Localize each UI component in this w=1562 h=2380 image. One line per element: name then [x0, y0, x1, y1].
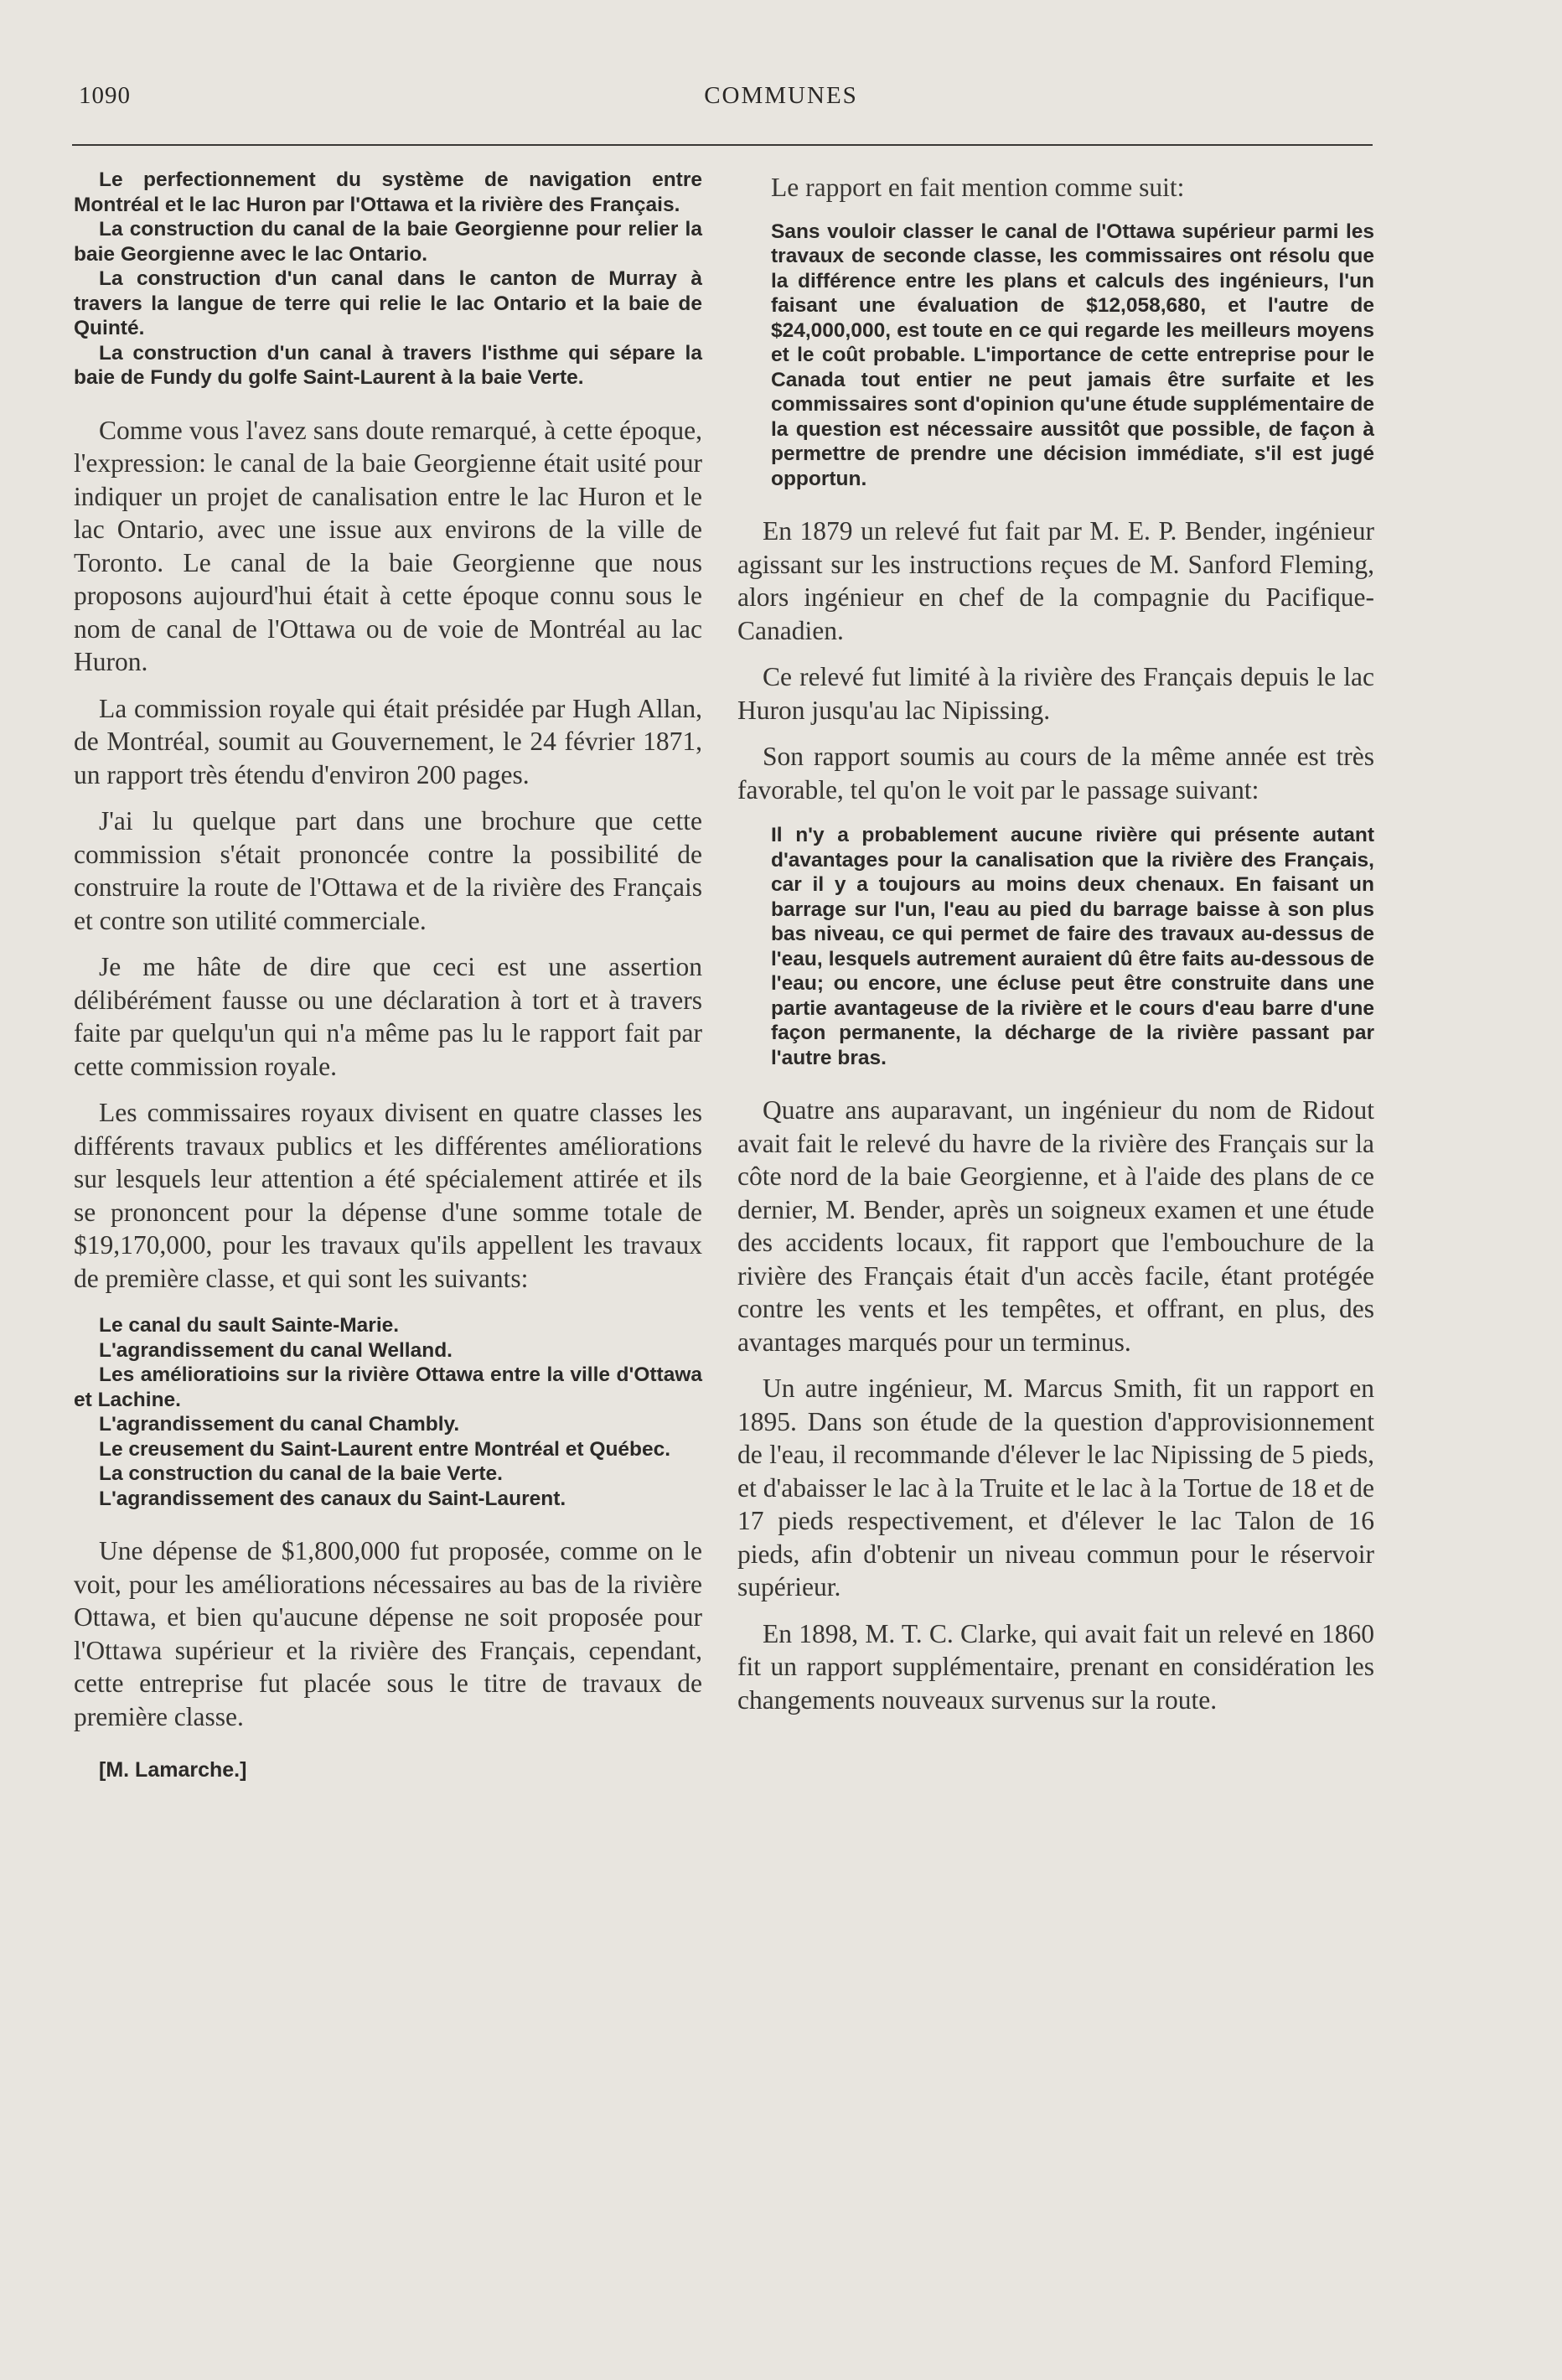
paragraph: Un autre ingénieur, M. Marcus Smith, fit un rapport en 1895. Dans son étude de la question d'approvisionnement de l'eau, il recommande d'élever le lac Nipissing de 5 pieds, et d'abaisser le lac à la Truite et le lac à la Tortue de 18 et de 17 pieds respectivement, et d'élever le lac Talon de 16 pieds, afin d'obtenir un niveau commun pour le réservoir supérieur. — [737, 1374, 1374, 1601]
paragraph: J'ai lu quelque part dans une brochure que cette commission s'était prononcée contre la possibilité de construire la route de l'Ottawa et de la rivière des Français et contre son utilité commerciale. — [74, 806, 702, 935]
left-column — [74, 168, 702, 1782]
header-rule — [72, 144, 1373, 146]
works-list — [74, 1313, 702, 1511]
list-item: Le perfectionnement du système de navigation entre Montréal et le lac Huron par l'Ottawa et la rivière des Français. — [74, 168, 702, 216]
paragraph: Les commissaires royaux divisent en quatre classes les différents travaux publics et les différentes améliorations sur lesquels leur attention a été spécialement attirée et ils se prononcent pour la dépense d'une somme totale de $19,170,000, pour les travaux qu'ils appellent les travaux de première classe, et qui sont les suivants: — [74, 1098, 702, 1293]
paragraph: Une dépense de $1,800,000 fut proposée, comme on le voit, pour les améliorations nécessaires au bas de la rivière Ottawa, et bien qu'aucune dépense ne soit proposée pour l'Ottawa supérieur et la rivière des Français, cependant, cette entreprise fut placée sous le titre de travaux de première classe. — [74, 1536, 702, 1731]
list-item: La construction du canal de la baie Verte. — [99, 1462, 503, 1485]
list-item: Le canal du sault Sainte-Marie. — [99, 1314, 400, 1337]
paragraph: Comme vous l'avez sans doute remarqué, à cette époque, l'expression: le canal de la baie Georgienne était usité pour indiquer un projet de canalisation entre le lac Huron et le lac Ontario, avec une issue aux environs de la ville de Toronto. Le canal de la baie Georgienne que nous proposons aujourd'hui était à cette époque connu sous le nom de canal de l'Ottawa ou de voie de Montréal au lac Huron. — [74, 415, 702, 676]
quote-block — [771, 823, 1374, 1070]
paragraph: Quatre ans auparavant, un ingénieur du nom de Ridout avait fait le relevé du havre de la rivière des Français sur la côte nord de la baie Georgienne, et à l'aide des plans de ce dernier, M. Bender, après un soigneux examen et une étude des accidents locaux, fit rapport que l'embouchure de la rivière des Français était d'un accès facile, étant protégée contre les vents et les tempêtes, et offrant, en plus, des avantages marqués pour un terminus. — [737, 1095, 1374, 1357]
list-item: Le creusement du Saint-Laurent entre Montréal et Québec. — [99, 1437, 671, 1461]
speaker-label: [M. Lamarche.] — [99, 1758, 247, 1782]
quote-block — [771, 220, 1374, 492]
intro-list — [74, 168, 702, 391]
list-item: L'agrandissement du canal Chambly. — [99, 1413, 460, 1436]
list-item: L'agrandissement du canal Welland. — [99, 1338, 453, 1362]
running-title: COMMUNES — [704, 82, 858, 109]
paragraph: Je me hâte de dire que ceci est une assertion délibérément fausse ou une déclaration à tort et à travers faite par quelqu'un qui n'a même pas lu le rapport fait par cette commission royale. — [74, 952, 702, 1081]
list-item: La construction d'un canal dans le canton de Murray à travers la langue de terre qui relie le lac Ontario et la baie de Quinté. — [74, 267, 702, 339]
paragraph: En 1879 un relevé fut fait par M. E. P. Bender, ingénieur agissant sur les instructions reçues de M. Sanford Fleming, alors ingénieur en chef de la compagnie du Pacifique-Canadien. — [737, 516, 1374, 645]
paragraph: Son rapport soumis au cours de la même année est très favorable, tel qu'on le voit par le passage suivant: — [737, 742, 1374, 805]
list-item: Les amélioratioins sur la rivière Ottawa entre la ville d'Ottawa et Lachine. — [74, 1363, 702, 1411]
quote-text: Il n'y a probablement aucune rivière qui présente autant d'avantages pour la canalisation que la rivière des Français, car il y a toujours au moins deux chenaux. En faisant un barrage sur l'un, l'eau au pied du barrage baisse à son plus bas niveau, ce qui permet de faire des travaux au-dessus de l'eau, lesquels autrement auraient dû être faits au-dessous de l'eau; ou encore, une écluse peut être construite dans une partie avantageuse de la rivière et le cours d'eau barre d'une façon permanente, la décharge de la rivière passant par l'autre bras. — [771, 824, 1374, 1069]
quote-text: Sans vouloir classer le canal de l'Ottawa supérieur parmi les travaux de seconde classe, les commissaires ont résolu que la différence entre les plans et calculs des ingénieurs, l'un faisant une évaluation de $12,058,680, et l'autre de $24,000,000, est toute en ce qui regarde les meilleurs moyens et le coût probable. L'importance de cette entreprise pour le Canada tout entier ne peut jamais être surfaite et les commissaires sont d'opinion qu'une étude supplémentaire de la question est nécessaire aussitôt que possible, de façon à permettre de prendre une décision immédiate, s'il est jugé opportun. — [771, 220, 1374, 490]
right-column — [737, 168, 1374, 1730]
list-item: La construction du canal de la baie Georgienne pour relier la baie Georgienne avec le lac Ontario. — [74, 218, 702, 266]
paragraph: En 1898, M. T. C. Clarke, qui avait fait un relevé en 1860 fit un rapport supplémentaire, prenant en considération les changements nouveaux survenus sur la route. — [737, 1618, 1374, 1715]
paragraph: Ce relevé fut limité à la rivière des Français depuis le lac Huron jusqu'au lac Nipissing. — [737, 662, 1374, 725]
paragraph: La commission royale qui était présidée par Hugh Allan, de Montréal, soumit au Gouvernement, le 24 février 1871, un rapport très étendu d'environ 200 pages. — [74, 693, 702, 789]
list-item: La construction d'un canal à travers l'isthme qui sépare la baie de Fundy du golfe Saint-Laurent à la baie Verte. — [74, 341, 702, 389]
list-item: L'agrandissement des canaux du Saint-Laurent. — [99, 1487, 566, 1510]
quote-intro: Le rapport en fait mention comme suit: — [771, 173, 1185, 202]
page-number: 1090 — [79, 82, 131, 109]
